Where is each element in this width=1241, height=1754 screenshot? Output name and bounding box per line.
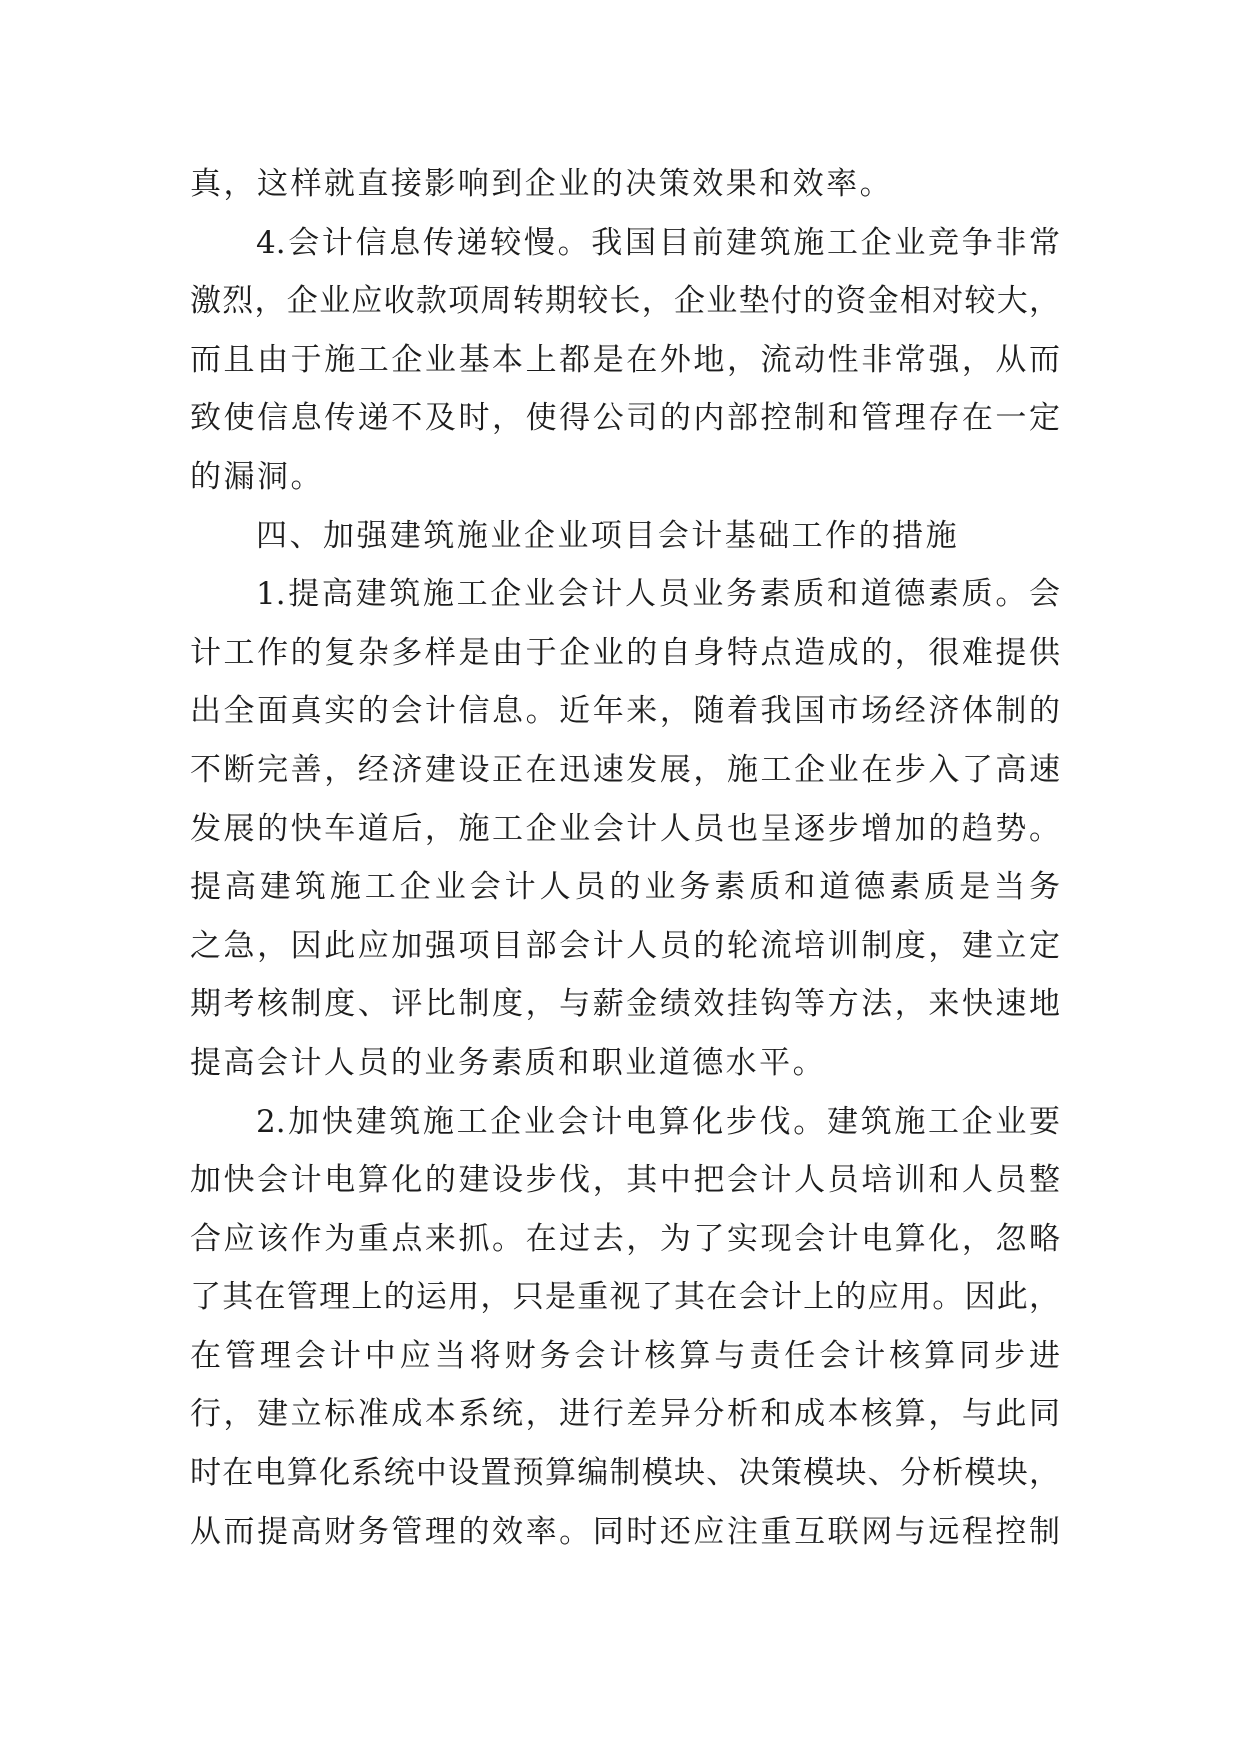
text-line: 行，建立标准成本系统，进行差异分析和成本核算，与此同 <box>190 1396 1060 1433</box>
text-line: 激烈，企业应收款项周转期较长，企业垫付的资金相对较大， <box>190 283 1060 320</box>
text-line: 了其在管理上的运用，只是重视了其在会计上的应用。因此， <box>190 1279 1060 1316</box>
text-line: 而且由于施工企业基本上都是在外地，流动性非常强，从而 <box>190 341 1060 378</box>
text-line: 合应该作为重点来抓。在过去，为了实现会计电算化，忽略 <box>190 1220 1060 1257</box>
text-line: 之急，因此应加强项目部会计人员的轮流培训制度，建立定 <box>190 927 1060 964</box>
text-line: 计工作的复杂多样是由于企业的自身特点造成的，很难提供 <box>190 634 1060 671</box>
text-line: 致使信息传递不及时，使得公司的内部控制和管理存在一定 <box>190 400 1060 437</box>
text-line: 四、加强建筑施业企业项目会计基础工作的措施 <box>256 517 960 554</box>
text-line: 加快会计电算化的建设步伐，其中把会计人员培训和人员整 <box>190 1162 1060 1199</box>
text-line: 真，这样就直接影响到企业的决策效果和效率。 <box>190 166 894 202</box>
text-line: 在管理会计中应当将财务会计核算与责任会计核算同步进 <box>190 1337 1060 1374</box>
text-line: 提高会计人员的业务素质和职业道德水平。 <box>190 1044 827 1081</box>
text-line: 2.加快建筑施工企业会计电算化步伐。建筑施工企业要 <box>256 1103 1060 1140</box>
text-line: 不断完善，经济建设正在迅速发展，施工企业在步入了高速 <box>190 751 1060 788</box>
text-line: 期考核制度、评比制度，与薪金绩效挂钩等方法，来快速地 <box>190 986 1060 1023</box>
text-line: 出全面真实的会计信息。近年来，随着我国市场经济体制的 <box>190 693 1060 730</box>
text-line: 发展的快车道后，施工企业会计人员也呈逐步增加的趋势。 <box>190 810 1060 847</box>
text-line: 4.会计信息传递较慢。我国目前建筑施工企业竞争非常 <box>256 224 1060 261</box>
body-text <box>190 155 1060 1561</box>
text-line: 从而提高财务管理的效率。同时还应注重互联网与远程控制 <box>190 1513 1060 1550</box>
text-line: 1.提高建筑施工企业会计人员业务素质和道德素质。会 <box>256 576 1060 613</box>
text-line: 时在电算化系统中设置预算编制模块、决策模块、分析模块， <box>190 1455 1060 1492</box>
text-line: 提高建筑施工企业会计人员的业务素质和道德素质是当务 <box>190 869 1060 906</box>
text-line: 的漏洞。 <box>190 458 324 495</box>
